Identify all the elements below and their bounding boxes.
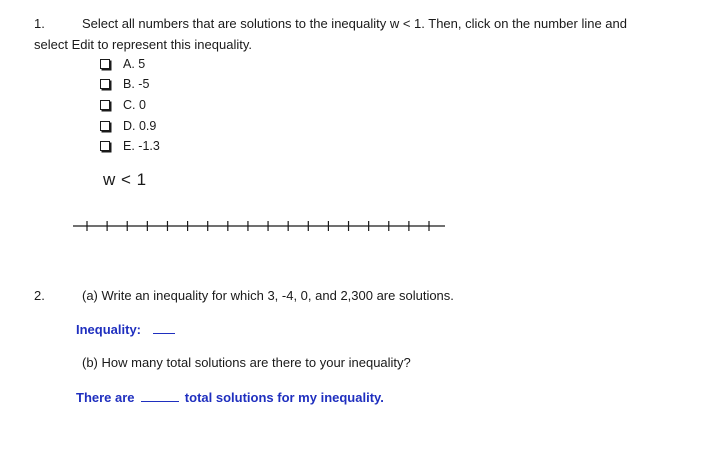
checkbox-icon[interactable] — [100, 79, 110, 89]
question-1-number: 1. — [34, 16, 45, 31]
number-line[interactable] — [73, 216, 445, 236]
checkbox-icon[interactable] — [100, 121, 110, 131]
inequality-expression: w < 1 — [103, 170, 147, 189]
question-2-number: 2. — [34, 288, 45, 303]
inequality-answer-row — [76, 321, 175, 337]
option-e[interactable] — [100, 138, 160, 154]
total-solutions-input[interactable] — [141, 389, 179, 402]
option-e-label: E. -1.3 — [123, 139, 160, 153]
option-a-label: A. 5 — [123, 57, 146, 71]
question-1-text-line1: Select all numbers that are solutions to the inequality w < 1. Then, click on the number line and — [82, 16, 627, 31]
option-c[interactable] — [100, 97, 146, 113]
option-b[interactable] — [100, 76, 149, 92]
checkbox-icon[interactable] — [100, 100, 110, 110]
option-d-label: D. 0.9 — [123, 119, 157, 133]
option-d[interactable] — [100, 118, 156, 134]
total-solutions-row — [76, 389, 384, 405]
there-are-label: There are — [76, 390, 135, 405]
checkbox-icon[interactable] — [100, 141, 110, 151]
question-2-part-b: (b) How many total solutions are there to your inequality? — [82, 355, 411, 370]
question-1-text-line2: select Edit to represent this inequality. — [34, 37, 252, 52]
inequality-input[interactable] — [153, 321, 175, 334]
inequality-label: Inequality: — [76, 322, 142, 337]
total-solutions-label: total solutions for my inequality. — [184, 390, 384, 405]
question-2-part-a: (a) Write an inequality for which 3, -4, 0, and 2,300 are solutions. — [82, 288, 454, 303]
checkbox-icon[interactable] — [100, 59, 110, 69]
option-c-label: C. 0 — [123, 98, 146, 112]
option-b-label: B. -5 — [123, 77, 150, 91]
option-a[interactable] — [100, 56, 145, 72]
